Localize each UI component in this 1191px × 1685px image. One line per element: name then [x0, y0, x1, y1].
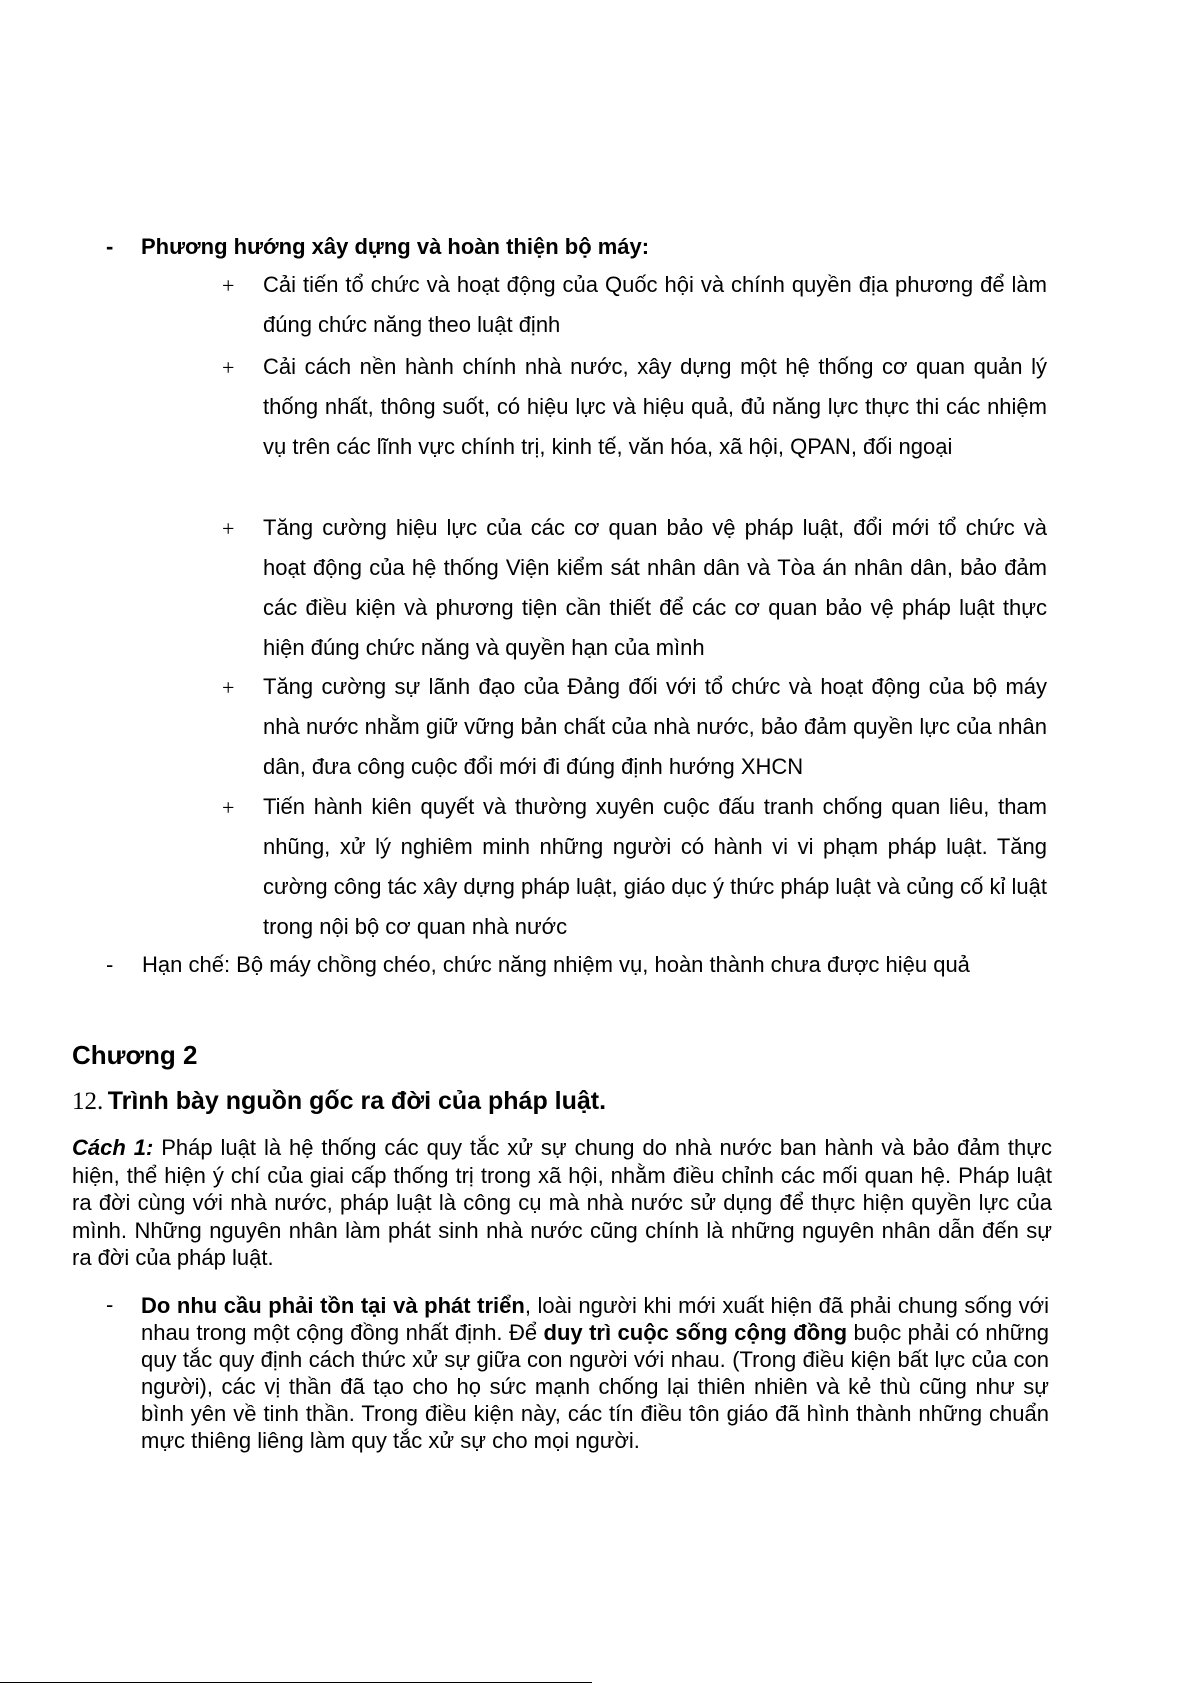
method-label: Cách 1:	[72, 1135, 154, 1160]
bullet-text: buộc phải có những quy tắc quy định cách thức xử sự giữa con người với nhau. (Trong điều kiện bất lực của con người), các vị thần đã tạo cho họ sức mạnh chống lại thiên nhiên và kẻ thù cũng như sự bình yên về tinh thần. Trong điều kiện này, các tín điều tôn giáo đã hình thành những chuẩn mực thiêng liêng làm quy tắc xử sự cho mọi người.	[141, 1320, 1049, 1453]
limitation-text: Hạn chế: Bộ máy chồng chéo, chức năng nhiệm vụ, hoàn thành chưa được hiệu quả	[142, 952, 970, 977]
chapter-title: Chương 2	[72, 1040, 198, 1070]
bullet-dash: -	[106, 952, 114, 977]
question-number: 12.	[72, 1088, 104, 1115]
bullet-paragraph	[141, 1292, 1049, 1454]
section-heading: Phương hướng xây dựng và hoàn thiện bộ máy:	[141, 234, 650, 259]
footer-rule	[0, 1682, 592, 1683]
plus-marker: +	[222, 355, 235, 380]
list-item: Cải cách nền hành chính nhà nước, xây dựng một hệ thống cơ quan quản lý thống nhất, thông suốt, có hiệu lực và hiệu quả, đủ năng lực thực thi các nhiệm vụ trên các lĩnh vực chính trị, kinh tế, văn hóa, xã hội, QPAN, đối ngoại	[263, 354, 1047, 459]
question-heading	[72, 1087, 606, 1116]
list-item: Cải tiến tổ chức và hoạt động của Quốc hội và chính quyền địa phương để làm đúng chức năng theo luật định	[263, 272, 1047, 337]
method-text: Pháp luật là hệ thống các quy tắc xử sự chung do nhà nước ban hành và bảo đảm thực hiện, thể hiện ý chí của giai cấp thống trị trong xã hội, nhằm điều chỉnh các mối quan hệ. Pháp luật ra đời cùng với nhà nước, pháp luật là công cụ mà nhà nước sử dụng để thực hiện quyền lực của mình. Những nguyên nhân làm phát sinh nhà nước cũng chính là những nguyên nhân dẫn đến sự ra đời của pháp luật.	[72, 1135, 1052, 1270]
bullet-text: , loài người khi mới xuất hiện đã phải chung sống với nhau trong một cộng đồng nhất định. Để	[141, 1293, 1050, 1345]
method-paragraph	[72, 1134, 1052, 1272]
bold-phrase: duy trì cuộc sống cộng đồng	[543, 1320, 848, 1345]
question-text: Trình bày nguồn gốc ra đời của pháp luật.	[107, 1087, 607, 1115]
plus-marker: +	[222, 273, 235, 298]
plus-marker: +	[222, 516, 235, 541]
list-item: Tiến hành kiên quyết và thường xuyên cuộc đấu tranh chống quan liêu, tham nhũng, xử lý nghiêm minh những người có hành vi vi phạm pháp luật. Tăng cường công tác xây dựng pháp luật, giáo dục ý thức pháp luật và củng cố kỉ luật trong nội bộ cơ quan nhà nước	[263, 794, 1047, 939]
plus-marker: +	[222, 795, 235, 820]
list-item: Tăng cường sự lãnh đạo của Đảng đối với tổ chức và hoạt động của bộ máy nhà nước nhằm giữ vững bản chất của nhà nước, bảo đảm quyền lực của nhân dân, đưa công cuộc đổi mới đi đúng định hướng XHCN	[263, 674, 1047, 779]
list-item: Tăng cường hiệu lực của các cơ quan bảo vệ pháp luật, đổi mới tổ chức và hoạt động của hệ thống Viện kiểm sát nhân dân và Tòa án nhân dân, bảo đảm các điều kiện và phương tiện cần thiết để các cơ quan bảo vệ pháp luật thực hiện đúng chức năng và quyền hạn của mình	[263, 515, 1047, 660]
bullet-dash: -	[106, 1292, 114, 1317]
bold-phrase: Do nhu cầu phải tồn tại và phát triển	[141, 1293, 525, 1318]
plus-marker: +	[222, 675, 235, 700]
bullet-dash: -	[106, 234, 114, 259]
